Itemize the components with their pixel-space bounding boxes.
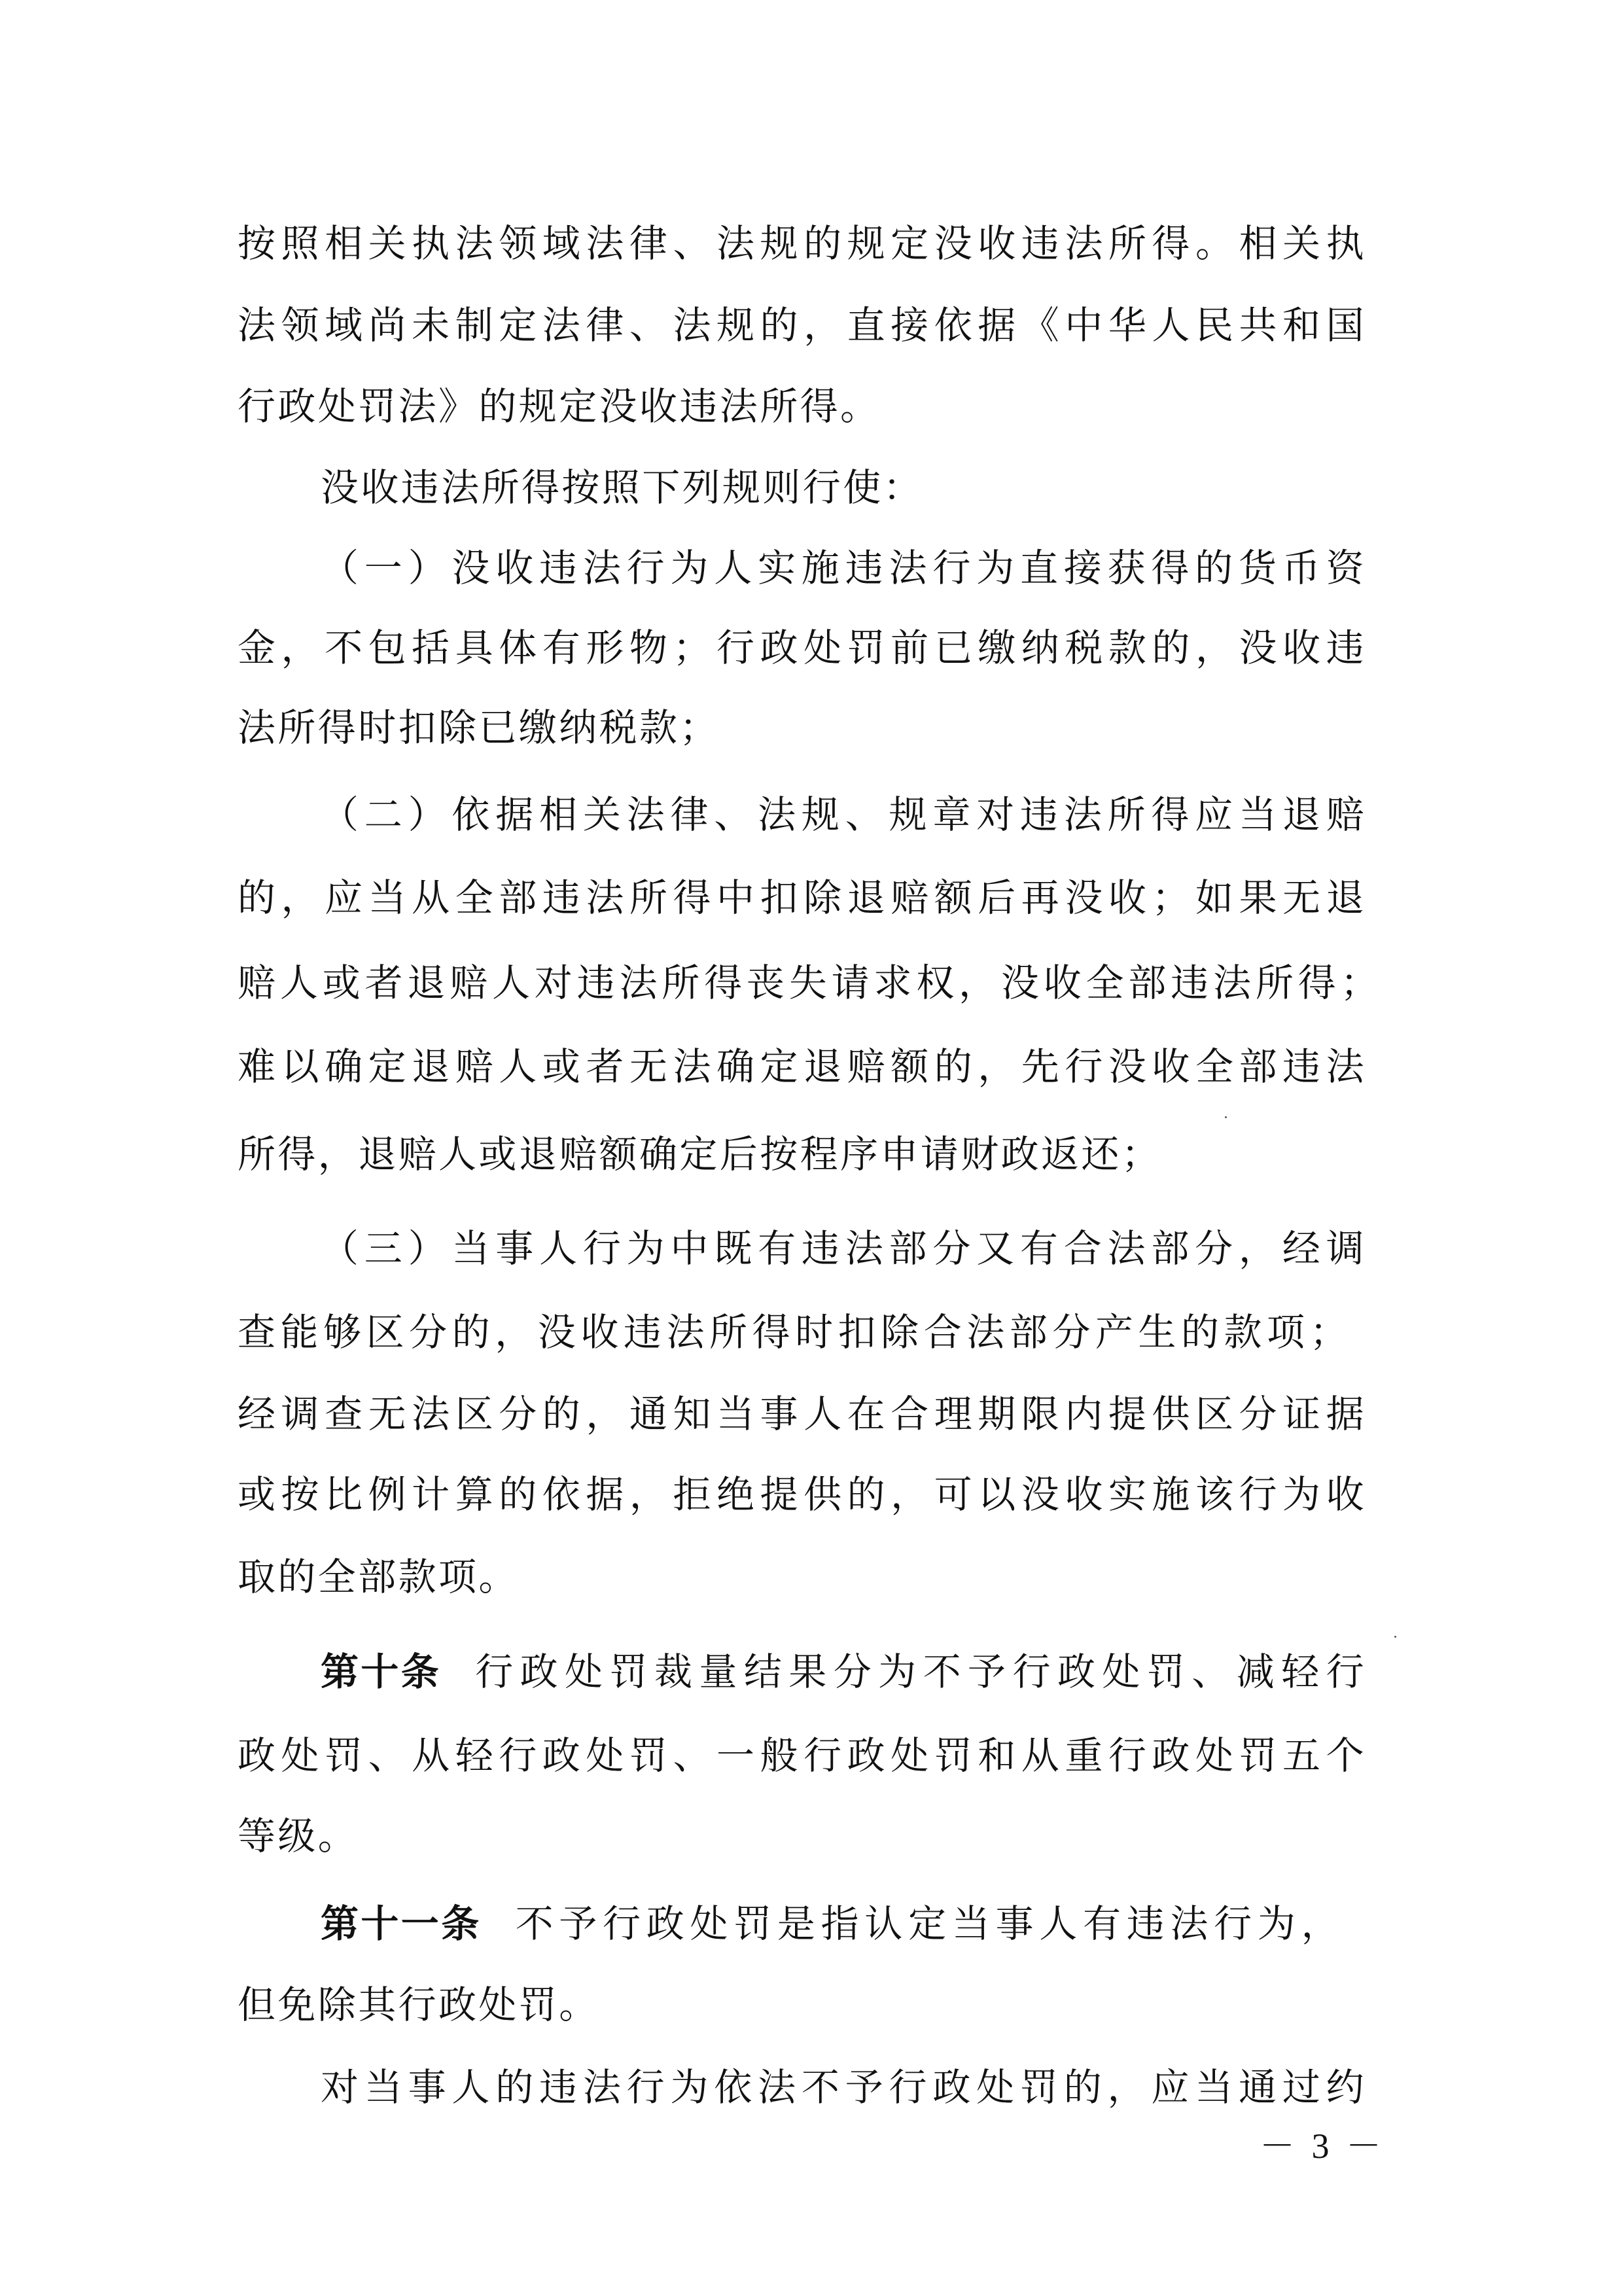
article-label: 第十一条 bbox=[321, 1901, 482, 1946]
paragraph-line: 政处罚、从轻行政处罚、一般行政处罚和从重行政处罚五个 bbox=[238, 1733, 1366, 1778]
paragraph-line: 经调查无法区分的，通知当事人在合理期限内提供区分证据 bbox=[238, 1392, 1366, 1436]
paragraph-line: 所得，退赔人或退赔额确定后按程序申请财政返还； bbox=[238, 1132, 1162, 1176]
paragraph-line: 查能够区分的，没收违法所得时扣除合法部分产生的款项； bbox=[238, 1310, 1350, 1354]
paragraph-line: 金，不包括具体有形物；行政处罚前已缴纳税款的，没收违 bbox=[238, 626, 1366, 670]
article-text: 行政处罚裁量结果分为不予行政处罚、减轻行 bbox=[475, 1650, 1366, 1694]
paragraph-line: 法领域尚未制定法律、法规的，直接依据《中华人民共和国 bbox=[238, 303, 1366, 347]
paragraph-line: 法所得时扣除已缴纳税款； bbox=[238, 705, 720, 750]
paragraph-line: 但免除其行政处罚。 bbox=[238, 1983, 599, 2027]
scan-speck bbox=[1225, 1116, 1227, 1118]
paragraph-line: 对当事人的违法行为依法不予行政处罚的，应当通过约 bbox=[321, 2065, 1366, 2109]
scan-speck bbox=[1394, 1636, 1396, 1638]
article-text: 不予行政处罚是指认定当事人有违法行为， bbox=[515, 1901, 1341, 1946]
list-item-rule-2: （二）依据相关法律、法规、规章对违法所得应当退赔 bbox=[321, 792, 1366, 837]
list-item-rule-3: （三）当事人行为中既有违法部分又有合法部分，经调 bbox=[321, 1226, 1366, 1271]
paragraph-line: 行政处罚法》的规定没收违法所得。 bbox=[238, 384, 881, 429]
article-10-heading-line bbox=[321, 1648, 1366, 1695]
article-11-heading-line bbox=[321, 1900, 1341, 1947]
paragraph-line: 取的全部款项。 bbox=[238, 1555, 519, 1599]
paragraph-line: 没收违法所得按照下列规则行使： bbox=[321, 465, 924, 510]
page-number: － 3 － bbox=[1260, 2126, 1385, 2166]
article-label: 第十条 bbox=[321, 1650, 442, 1694]
paragraph-line: 等级。 bbox=[238, 1814, 359, 1858]
paragraph-line: 按照相关执法领域法律、法规的规定没收违法所得。相关执 bbox=[238, 221, 1366, 266]
paragraph-line: 赔人或者退赔人对违法所得丧失请求权，没收全部违法所得； bbox=[238, 961, 1379, 1005]
paragraph-line: 的，应当从全部违法所得中扣除退赔额后再没收；如果无退 bbox=[238, 875, 1366, 920]
paragraph-line: 或按比例计算的依据，拒绝提供的，可以没收实施该行为收 bbox=[238, 1472, 1366, 1517]
paragraph-line: 难以确定退赔人或者无法确定退赔额的，先行没收全部违法 bbox=[238, 1044, 1366, 1089]
list-item-rule-1: （一）没收违法行为人实施违法行为直接获得的货币资 bbox=[321, 546, 1366, 590]
